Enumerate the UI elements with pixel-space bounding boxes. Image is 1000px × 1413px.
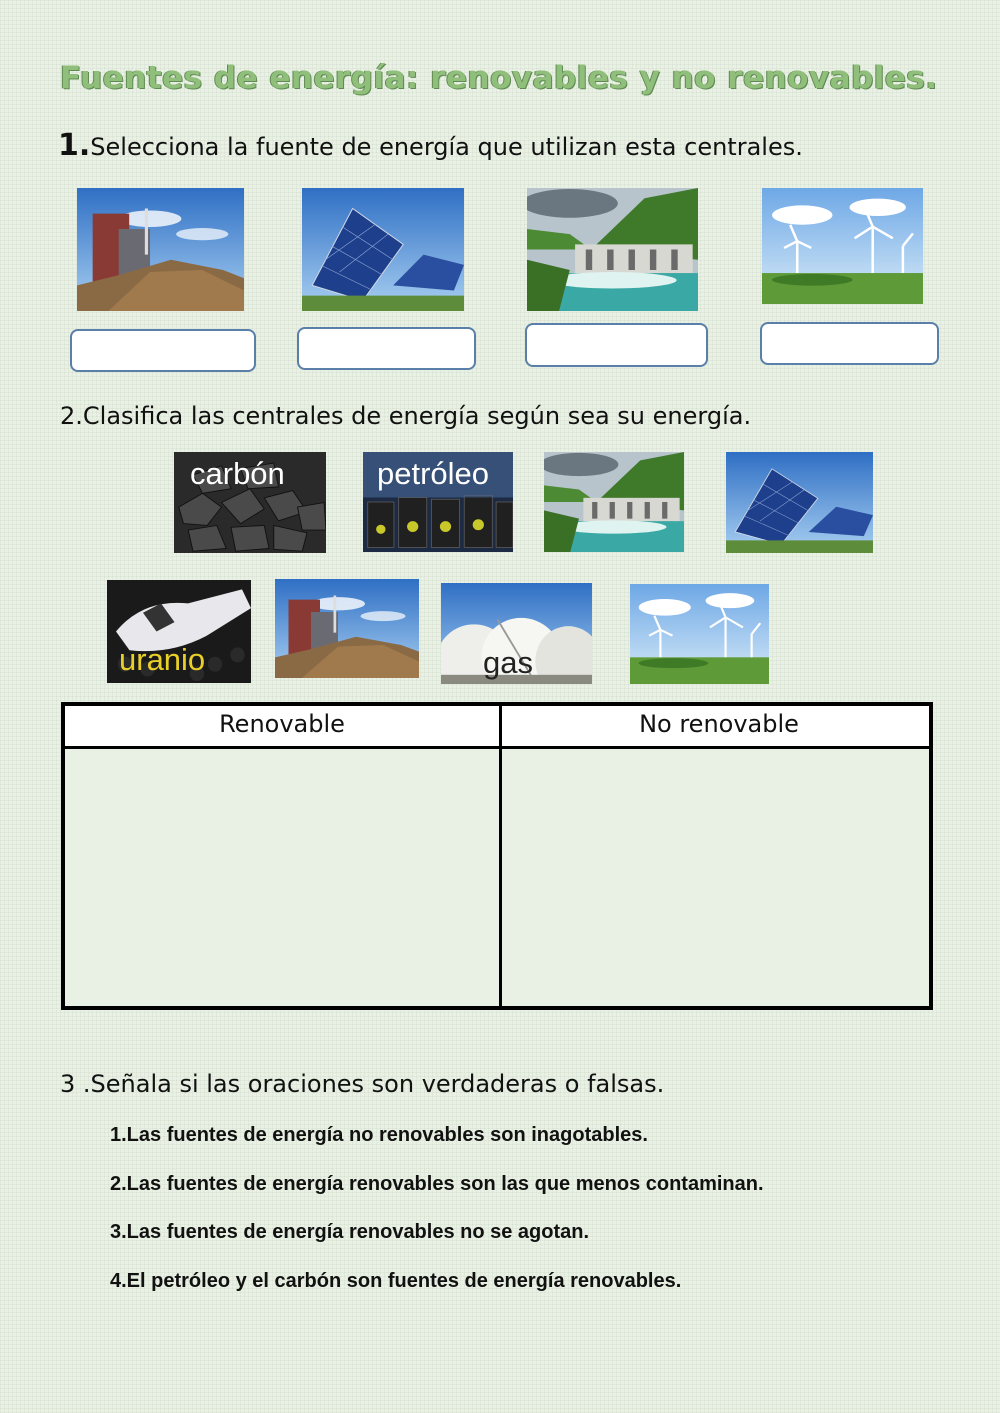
- wind-card[interactable]: [630, 584, 769, 684]
- answer-input-2[interactable]: [297, 327, 476, 370]
- question-1-text: Selecciona la fuente de energía que utilizan esta centrales.: [90, 133, 803, 161]
- statement-4[interactable]: 4.El petróleo y el carbón son fuentes de energía renovables.: [110, 1270, 682, 1292]
- statement-2[interactable]: 2.Las fuentes de energía renovables son las que menos contaminan.: [110, 1173, 764, 1195]
- question-1-heading: [58, 128, 803, 163]
- page-title: Fuentes de energía: renovables y no renovables.: [60, 60, 938, 96]
- biomass-plant-photo: [77, 188, 244, 311]
- question-1-number: 1.: [58, 128, 91, 163]
- non-renewable-header: No renovable: [639, 710, 799, 738]
- table-header: [65, 706, 929, 749]
- question-2-heading: 2.Clasifica las centrales de energía según sea su energía.: [60, 402, 752, 430]
- answer-input-3[interactable]: [525, 323, 708, 367]
- answer-input-4[interactable]: [760, 322, 939, 365]
- uranium-label: uranio: [119, 642, 206, 677]
- hydro-card[interactable]: [544, 452, 684, 552]
- coal-card[interactable]: [174, 452, 326, 553]
- question-3-heading: 3 .Señala si las oraciones son verdaderas o falsas.: [60, 1070, 665, 1098]
- coal-label: carbón: [190, 456, 285, 491]
- oil-card[interactable]: [363, 452, 513, 552]
- hydroelectric-dam-photo: [527, 188, 698, 311]
- renewable-header: Renovable: [219, 710, 345, 738]
- solar-card[interactable]: [726, 452, 873, 553]
- statement-1[interactable]: 1.Las fuentes de energía no renovables son inagotables.: [110, 1124, 648, 1146]
- gas-label: gas: [483, 645, 533, 680]
- answer-input-1[interactable]: [70, 329, 256, 372]
- gas-card[interactable]: [441, 583, 592, 684]
- non-renewable-drop-zone[interactable]: [502, 749, 933, 1006]
- solar-panels-photo: [302, 188, 464, 311]
- classification-table: [61, 702, 933, 1010]
- biomass-card[interactable]: [275, 579, 419, 678]
- oil-label: petróleo: [377, 456, 490, 491]
- uranium-card[interactable]: [107, 580, 251, 683]
- renewable-drop-zone[interactable]: [65, 749, 499, 1006]
- wind-turbines-photo: [762, 188, 923, 304]
- statement-3[interactable]: 3.Las fuentes de energía renovables no se agotan.: [110, 1221, 590, 1243]
